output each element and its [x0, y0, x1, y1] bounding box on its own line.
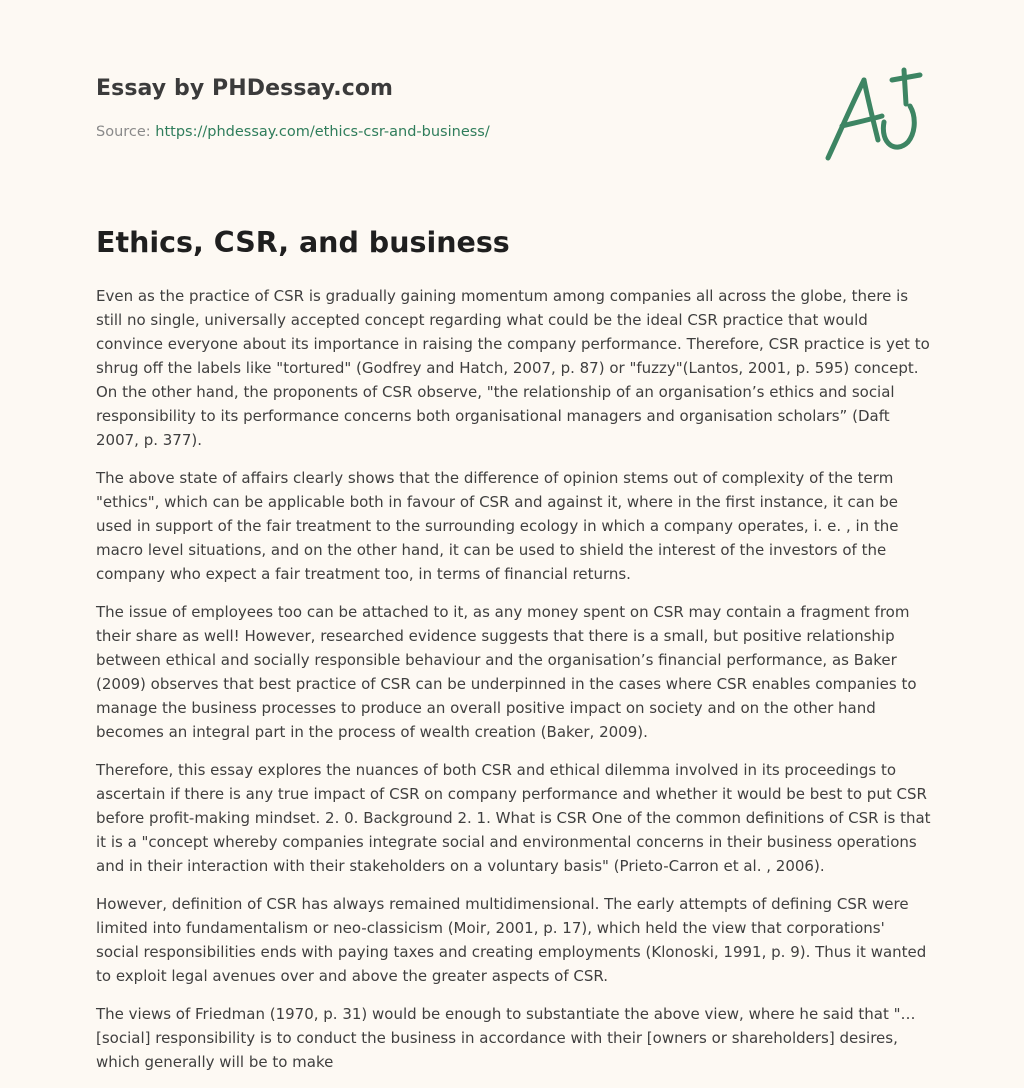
- essay-paragraph: Therefore, this essay explores the nuances of both CSR and ethical dilemma involved in its proceedings to ascertain if there is any true impact of CSR on company performance and whether it would be best to put CSR before profit-making mindset. 2. 0. Background 2. 1. What is CSR One of the common definitions of CSR is that it is a "concept whereby companies integrate social and environmental concerns in their business operations and in their interaction with their stakeholders on a voluntary basis" (Prieto-Carron et al. , 2006).: [96, 761, 931, 875]
- essay-paragraph: The above state of affairs clearly shows that the difference of opinion stems out of complexity of the term "ethics", which can be applicable both in favour of CSR and against it, where in the first instance, it can be used in support of the fair treatment to the surrounding ecology in which a company operates, i. e. , in the macro level situations, and on the other hand, it can be used to shield the interest of the investors of the company who expect a fair treatment too, in terms of financial returns.: [96, 469, 899, 583]
- source-link[interactable]: https://phdessay.com/ethics-csr-and-business/: [155, 124, 490, 140]
- source-line: [96, 124, 490, 140]
- essay-paragraph: However, definition of CSR has always remained multidimensional. The early attempts of defining CSR were limited into fundamentalism or neo-classicism (Moir, 2001, p. 17), which held the view that corporations' social responsibilities ends with paying taxes and creating employments (Klonoski, 1991, p. 9). Thus it wanted to exploit legal avenues over and above the greater aspects of CSR.: [96, 895, 927, 985]
- source-label: Source:: [96, 124, 156, 140]
- essay-title: Ethics, CSR, and business: [96, 226, 510, 259]
- essay-paragraph: The issue of employees too can be attached to it, as any money spent on CSR may contain a fragment from their share as well! However, researched evidence suggests that there is a small, but positive relationship between ethical and socially responsible behaviour and the organisation’s financial performance, as Baker (2009) observes that best practice of CSR can be underpinned in the cases where CSR enables companies to manage the business processes to produce an overall positive impact on society and on the other hand becomes an integral part in the process of wealth creation (Baker, 2009).: [96, 603, 917, 741]
- essay-paragraph: The views of Friedman (1970, p. 31) would be enough to substantiate the above view, where he said that "… [social] responsibility is to conduct the business in accordance with their [owners or shareholders] desires, which generally will be to make: [96, 1005, 916, 1071]
- brand-title: Essay by PHDessay.com: [96, 76, 394, 101]
- essay-body: [96, 284, 932, 1088]
- a-plus-logo-icon: [818, 66, 930, 166]
- essay-paragraph: Even as the practice of CSR is gradually gaining momentum among companies all across the globe, there is still no single, universally accepted concept regarding what could be the ideal CSR practice that would convince everyone about its importance in raising the company performance. Therefore, CSR practice is yet to shrug off the labels like "tortured" (Godfrey and Hatch, 2007, p. 87) or "fuzzy"(Lantos, 2001, p. 595) concept. On the other hand, the proponents of CSR observe, "the relationship of an organisation’s ethics and social responsibility to its performance concerns both organisational managers and organisation scholars” (Daft 2007, p. 377).: [96, 287, 930, 449]
